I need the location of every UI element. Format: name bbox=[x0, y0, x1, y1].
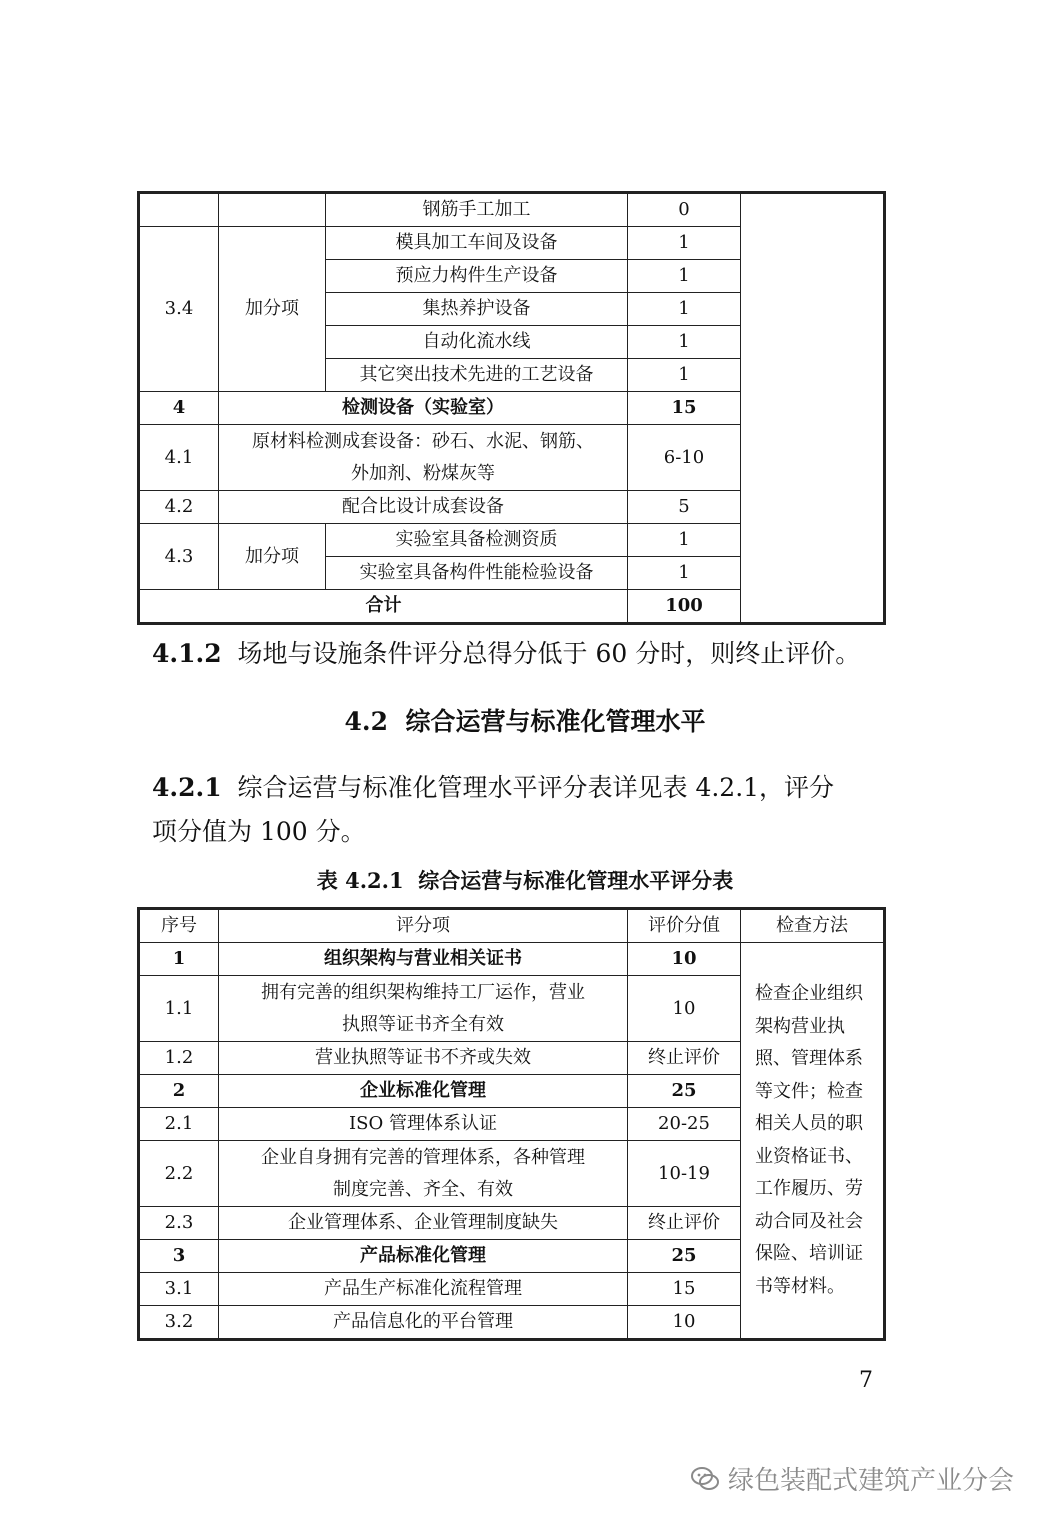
no-cell: 2.2 bbox=[139, 1141, 219, 1207]
score-cell: 1 bbox=[628, 359, 741, 392]
header-no: 序号 bbox=[139, 909, 219, 943]
score-cell: 10 bbox=[628, 1306, 741, 1340]
score-cell: 15 bbox=[628, 392, 741, 425]
equipment-score-table bbox=[137, 191, 886, 625]
item-cell: 实验室具备检测资质 bbox=[326, 524, 628, 557]
item-cell: 原材料检测成套设备：砂石、水泥、钢筋、 外加剂、粉煤灰等 bbox=[219, 425, 628, 491]
score-cell: 0 bbox=[628, 193, 741, 227]
item-cell: 检测设备（实验室） bbox=[219, 392, 628, 425]
item-cell: 配合比设计成套设备 bbox=[219, 491, 628, 524]
item-cell: 自动化流水线 bbox=[326, 326, 628, 359]
item-cell: 产品生产标准化流程管理 bbox=[219, 1273, 628, 1306]
no-cell: 4.2 bbox=[139, 491, 219, 524]
header-method: 检查方法 bbox=[741, 909, 885, 943]
score-cell: 1 bbox=[628, 524, 741, 557]
score-cell: 终止评价 bbox=[628, 1207, 741, 1240]
method-cell: 检查企业组织架构营业执照、管理体系等文件；检查相关人员的职业资格证书、工作履历、劳动合同及社会保险、培训证书等材料。 bbox=[741, 943, 885, 1340]
wechat-icon bbox=[690, 1464, 720, 1494]
score-cell: 1 bbox=[628, 227, 741, 260]
item-cell: ISO 管理体系认证 bbox=[219, 1108, 628, 1141]
total-score: 100 bbox=[628, 590, 741, 624]
no-cell: 2.1 bbox=[139, 1108, 219, 1141]
item-cell: 企业自身拥有完善的管理体系，各种管理 制度完善、齐全、有效 bbox=[219, 1141, 628, 1207]
table-row bbox=[139, 193, 885, 227]
item-cell: 预应力构件生产设备 bbox=[326, 260, 628, 293]
score-cell: 1 bbox=[628, 260, 741, 293]
header-score: 评价分值 bbox=[628, 909, 741, 943]
no-cell: 2 bbox=[139, 1075, 219, 1108]
section-heading: 4.2 综合运营与标准化管理水平 bbox=[344, 707, 706, 736]
table-caption: 表 4.2.1 综合运营与标准化管理水平评分表 bbox=[316, 868, 734, 893]
bonus-label: 加分项 bbox=[219, 524, 326, 590]
management-score-table bbox=[137, 907, 886, 1341]
score-cell: 1 bbox=[628, 557, 741, 590]
score-cell: 终止评价 bbox=[628, 1042, 741, 1075]
score-cell: 20-25 bbox=[628, 1108, 741, 1141]
item-cell: 企业管理体系、企业管理制度缺失 bbox=[219, 1207, 628, 1240]
no-cell: 1.2 bbox=[139, 1042, 219, 1075]
no-cell: 4.3 bbox=[139, 524, 219, 590]
blank-method-column bbox=[741, 193, 885, 624]
clause-4-1-2: 4.1.2 场地与设施条件评分总得分低于 60 分时，则终止评价。 bbox=[152, 639, 861, 668]
score-cell: 25 bbox=[628, 1075, 741, 1108]
total-label: 合计 bbox=[139, 590, 628, 624]
item-cell: 产品标准化管理 bbox=[219, 1240, 628, 1273]
item-cell: 集热养护设备 bbox=[326, 293, 628, 326]
item-cell: 企业标准化管理 bbox=[219, 1075, 628, 1108]
table-row bbox=[139, 943, 885, 976]
no-cell: 3 bbox=[139, 1240, 219, 1273]
header-item: 评分项 bbox=[219, 909, 628, 943]
score-cell: 1 bbox=[628, 293, 741, 326]
item-cell: 实验室具备构件性能检验设备 bbox=[326, 557, 628, 590]
page-number: 7 bbox=[859, 1368, 873, 1393]
item-cell: 营业执照等证书不齐或失效 bbox=[219, 1042, 628, 1075]
no-cell: 4.1 bbox=[139, 425, 219, 491]
no-cell: 1.1 bbox=[139, 976, 219, 1042]
table-header-row bbox=[139, 909, 885, 943]
score-cell: 5 bbox=[628, 491, 741, 524]
score-cell: 1 bbox=[628, 326, 741, 359]
item-cell: 其它突出技术先进的工艺设备 bbox=[326, 359, 628, 392]
item-cell: 钢筋手工加工 bbox=[326, 193, 628, 227]
score-cell: 25 bbox=[628, 1240, 741, 1273]
score-cell: 6-10 bbox=[628, 425, 741, 491]
no-cell: 4 bbox=[139, 392, 219, 425]
score-cell: 10 bbox=[628, 976, 741, 1042]
item-cell: 产品信息化的平台管理 bbox=[219, 1306, 628, 1340]
no-cell: 1 bbox=[139, 943, 219, 976]
watermark bbox=[690, 1460, 1014, 1497]
no-cell: 2.3 bbox=[139, 1207, 219, 1240]
no-cell: 3.4 bbox=[139, 227, 219, 392]
item-cell: 模具加工车间及设备 bbox=[326, 227, 628, 260]
item-cell: 拥有完善的组织架构维持工厂运作，营业 执照等证书齐全有效 bbox=[219, 976, 628, 1042]
item-cell: 组织架构与营业相关证书 bbox=[219, 943, 628, 976]
watermark-text: 绿色装配式建筑产业分会 bbox=[727, 1466, 1014, 1496]
no-cell: 3.1 bbox=[139, 1273, 219, 1306]
clause-4-2-1: 4.2.1 综合运营与标准化管理水平评分表详见表 4.2.1，评分 项分值为 100 分。 bbox=[152, 773, 835, 846]
score-cell: 15 bbox=[628, 1273, 741, 1306]
no-cell: 3.2 bbox=[139, 1306, 219, 1340]
bonus-label: 加分项 bbox=[219, 227, 326, 392]
score-cell: 10 bbox=[628, 943, 741, 976]
score-cell: 10-19 bbox=[628, 1141, 741, 1207]
